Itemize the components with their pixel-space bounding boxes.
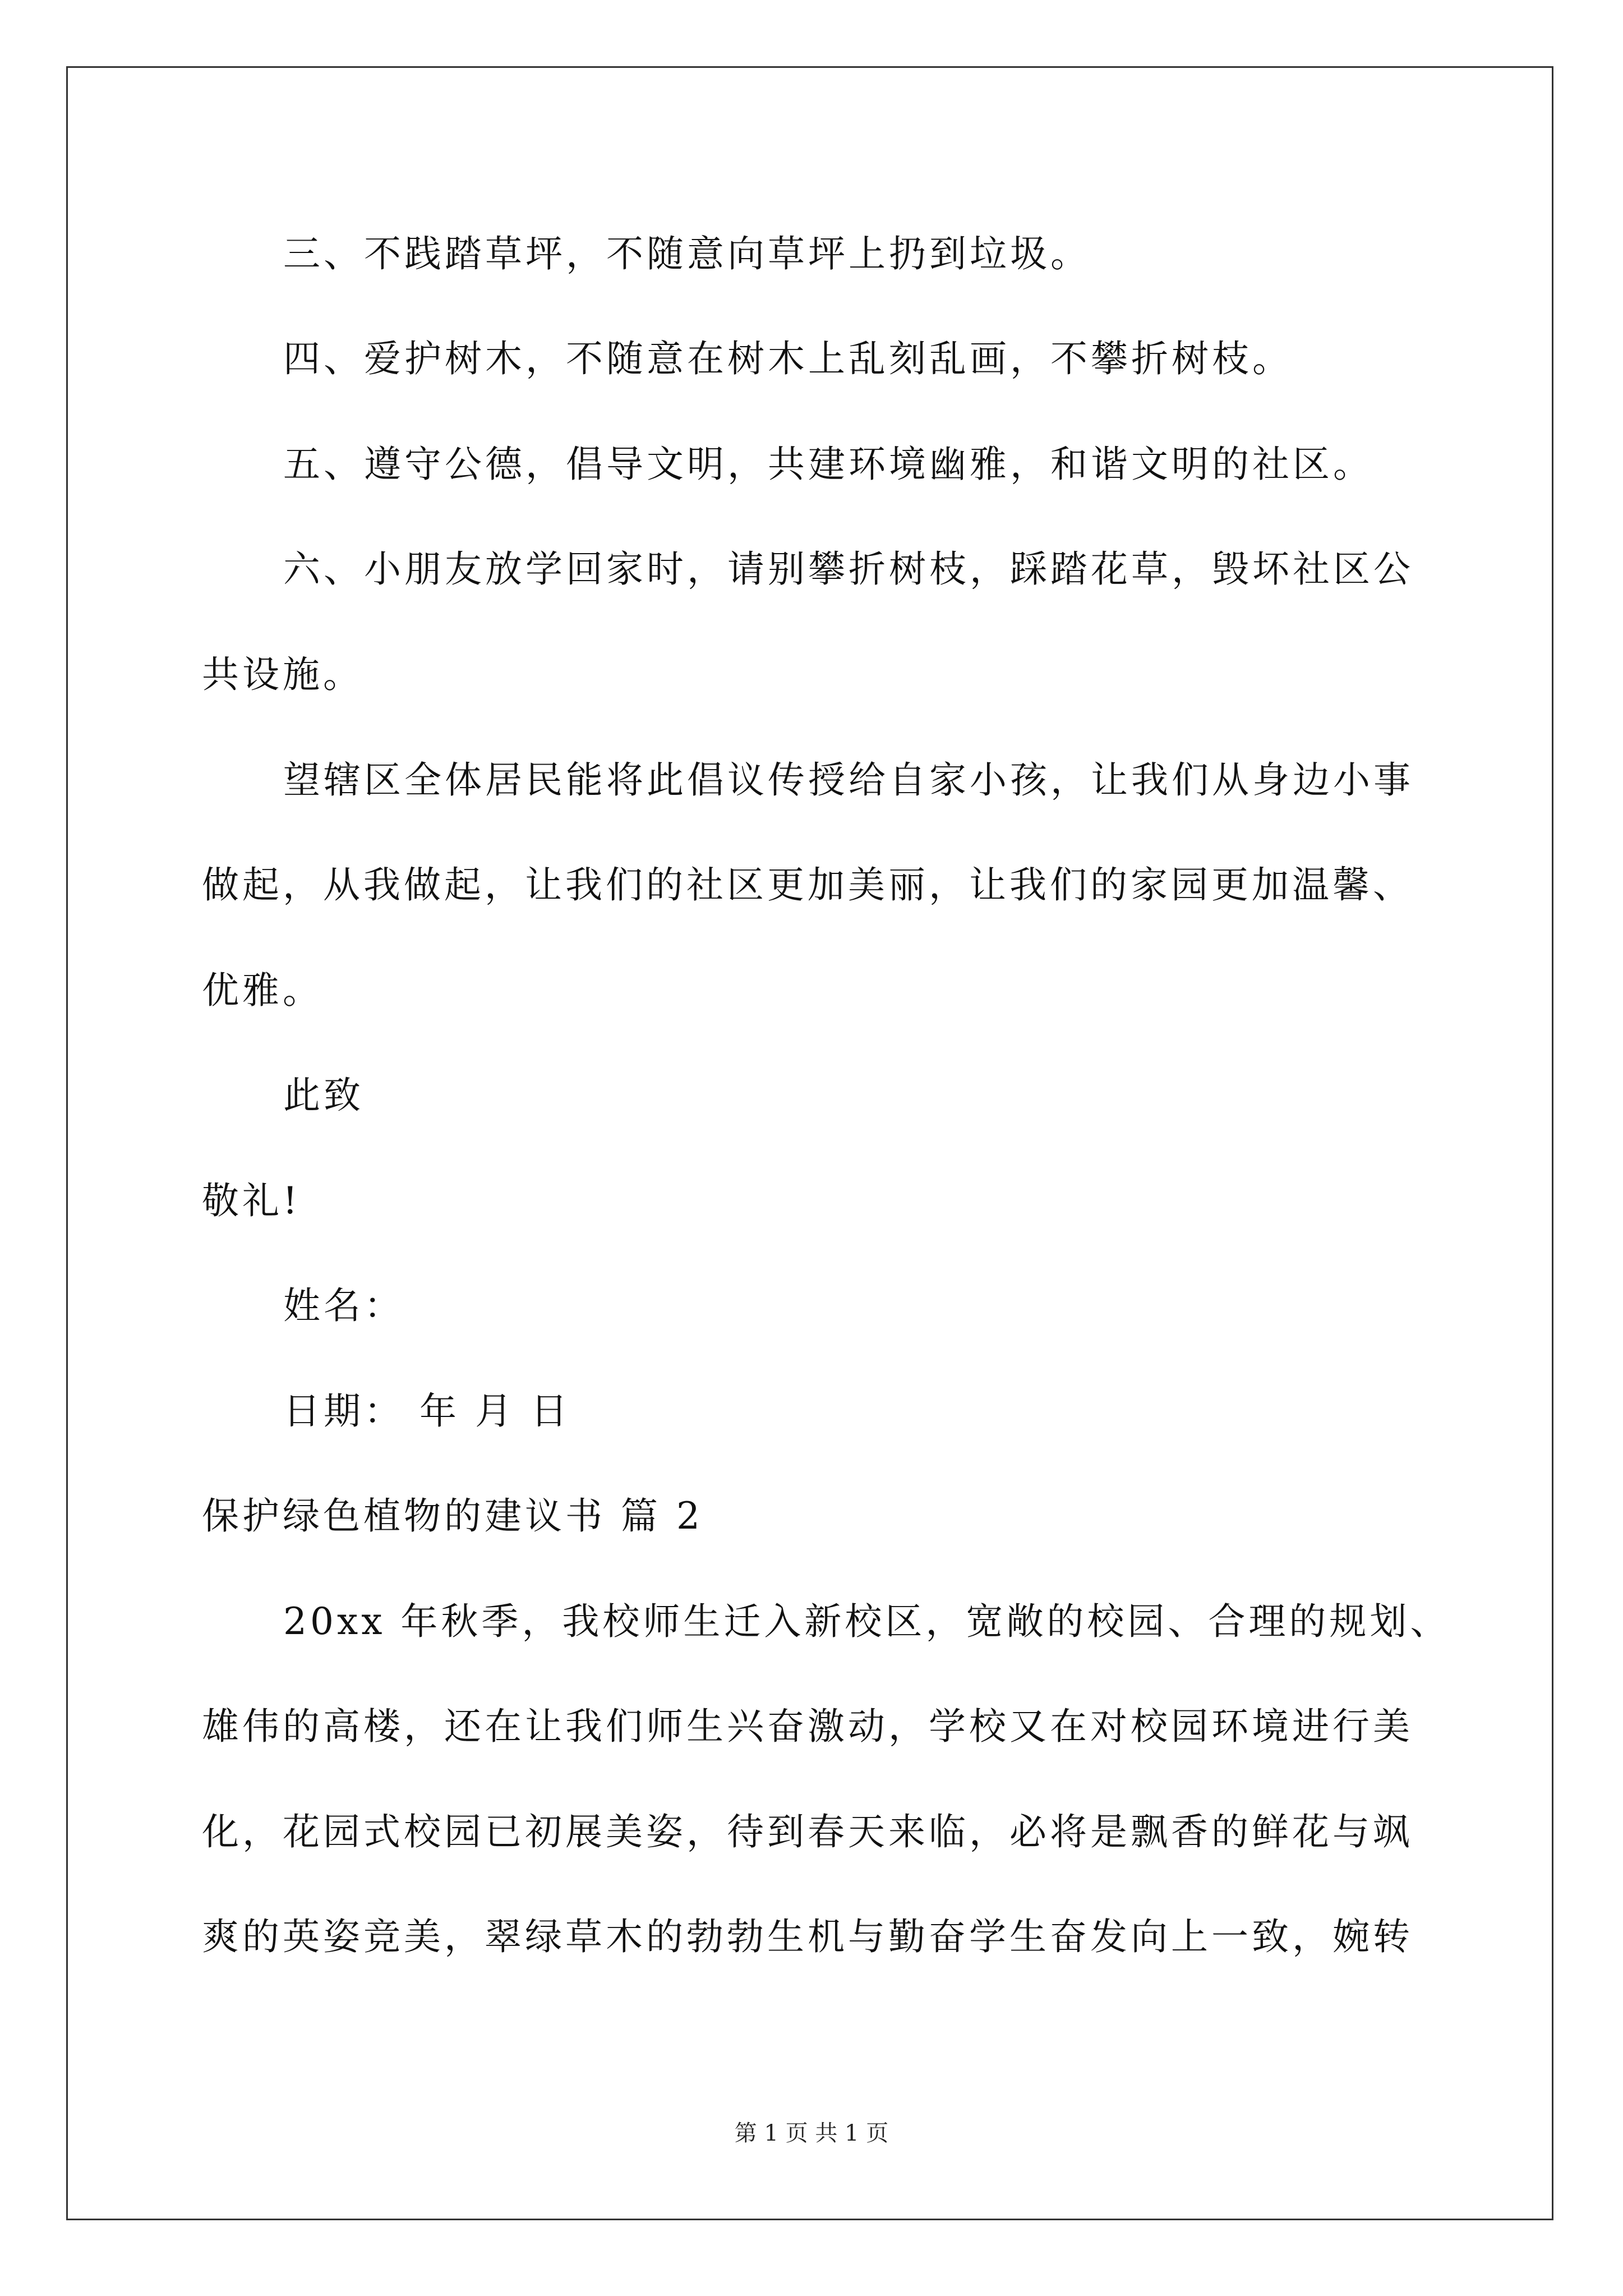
page-border bbox=[66, 66, 1553, 2220]
text-line: 优雅。 bbox=[202, 969, 323, 1012]
page-footer: 第 1 页 共 1 页 bbox=[734, 2120, 889, 2146]
closing-line: 此致 bbox=[283, 1074, 364, 1117]
text-line: 20xx 年秋季，我校师生迁入新校区，宽敞的校园、合理的规划、 bbox=[283, 1600, 1451, 1643]
text-line: 共设施。 bbox=[202, 653, 363, 696]
text-line: 化，花园式校园已初展美姿，待到春天来临，必将是飘香的鲜花与飒 bbox=[202, 1810, 1413, 1853]
text-line: 三、不践踏草坪，不随意向草坪上扔到垃圾。 bbox=[283, 232, 1091, 275]
text-line: 做起，从我做起，让我们的社区更加美丽，让我们的家园更加温馨、 bbox=[202, 863, 1413, 907]
name-line: 姓名： bbox=[283, 1284, 404, 1327]
date-line: 日期： 年 月 日 bbox=[283, 1389, 571, 1433]
text-line: 雄伟的高楼，还在让我们师生兴奋激动，学校又在对校园环境进行美 bbox=[202, 1705, 1413, 1748]
section-heading: 保护绿色植物的建议书 篇 2 bbox=[202, 1494, 703, 1538]
text-line: 六、小朋友放学回家时，请别攀折树枝，踩踏花草，毁坏社区公 bbox=[283, 547, 1414, 591]
text-line: 五、遵守公德，倡导文明，共建环境幽雅，和谐文明的社区。 bbox=[283, 443, 1373, 486]
text-line: 望辖区全体居民能将此倡议传授给自家小孩，让我们从身边小事 bbox=[283, 758, 1414, 802]
salutation-line: 敬礼! bbox=[202, 1179, 301, 1222]
text-line: 四、爱护树木，不随意在树木上乱刻乱画，不攀折树枝。 bbox=[283, 337, 1293, 380]
text-line: 爽的英姿竞美，翠绿草木的勃勃生机与勤奋学生奋发向上一致，婉转 bbox=[202, 1915, 1413, 1958]
